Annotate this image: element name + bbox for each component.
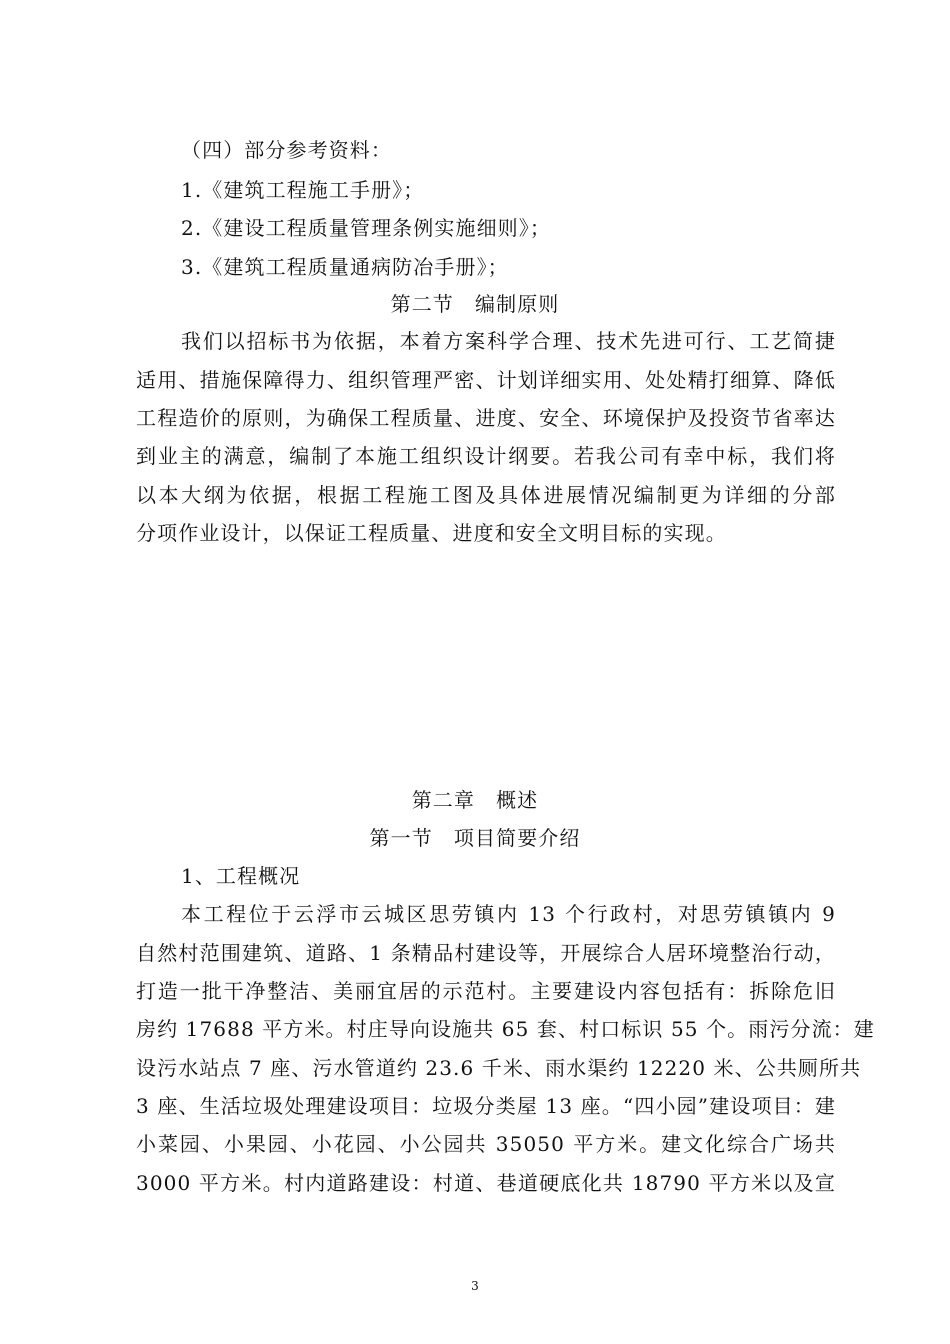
paragraph-line: 3000 平方米。村内道路建设：村道、巷道硬底化共 18790 平方米以及宣: [136, 1171, 836, 1195]
paragraph-line: 分项作业设计，以保证工程质量、进度和安全文明目标的实现。: [136, 521, 727, 545]
section-title: 第二节 编制原则: [390, 292, 560, 316]
references-heading: （四）部分参考资料：: [181, 138, 392, 162]
subheading: 1、工程概况: [181, 864, 301, 888]
paragraph-line: 小菜园、小果园、小花园、小公园共 35050 平方米。建文化综合广场共: [136, 1132, 836, 1156]
paragraph-line: 打造一批干净整洁、美丽宜居的示范村。主要建设内容包括有：拆除危旧: [136, 979, 836, 1003]
paragraph-line: 设污水站点 7 座、污水管道约 23.6 千米、雨水渠约 12220 米、公共厕所共: [136, 1056, 862, 1080]
paragraph-line: 本工程位于云浮市云城区思劳镇内 13 个行政村，对思劳镇镇内 9: [181, 902, 836, 926]
paragraph-line: 工程造价的原则，为确保工程质量、进度、安全、环境保护及投资节省率达: [136, 406, 836, 430]
chapter-title: 第二章 概述: [411, 788, 539, 812]
paragraph-line: 3 座、生活垃圾处理建设项目：垃圾分类屋 13 座。“四小园”建设项目：建: [136, 1094, 836, 1118]
paragraph-line: 自然村范围建筑、道路、1 条精品村建设等，开展综合人居环境整治行动，: [136, 941, 836, 965]
paragraph-line: 房约 17688 平方米。村庄导向设施共 65 套、村口标识 55 个。雨污分流：建: [136, 1017, 875, 1041]
reference-item: 2.《建设工程质量管理条例实施细则》；: [181, 216, 551, 240]
paragraph-line: 我们以招标书为依据，本着方案科学合理、技术先进可行、工艺简捷: [181, 329, 836, 353]
section-title: 第一节 项目简要介绍: [369, 826, 581, 850]
reference-item: 1.《建筑工程施工手册》；: [181, 178, 425, 202]
paragraph-line: 适用、措施保障得力、组织管理严密、计划详细实用、处处精打细算、降低: [136, 368, 836, 392]
reference-item: 3.《建筑工程质量通病防冶手册》；: [181, 255, 509, 279]
page-number: 3: [471, 1279, 479, 1293]
paragraph-line: 到业主的满意，编制了本施工组织设计纲要。若我公司有幸中标，我们将: [136, 444, 836, 468]
paragraph-line: 以本大纲为依据，根据工程施工图及具体进展情况编制更为详细的分部: [136, 483, 836, 507]
